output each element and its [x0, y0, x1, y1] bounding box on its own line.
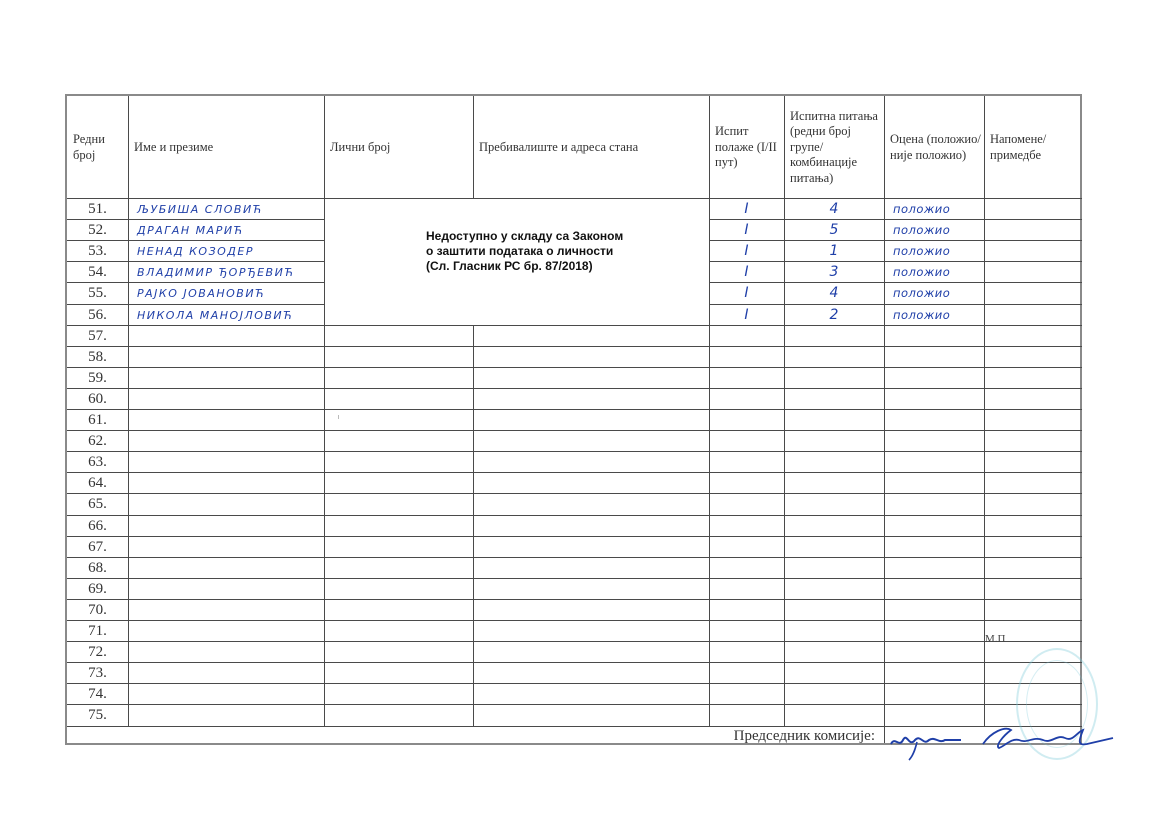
column-divider [884, 96, 885, 727]
row-divider [67, 472, 1082, 473]
candidate-grade: положио [893, 265, 951, 280]
candidate-grade: положио [893, 286, 951, 301]
candidate-attempt: I [744, 306, 749, 323]
candidate-grade: положио [893, 307, 951, 322]
candidate-name: НЕНАД КОЗОДЕР [137, 245, 254, 259]
header-napomene: Напомене/ примедбе [990, 132, 1047, 162]
candidate-question: 4 [829, 201, 839, 217]
row-number: 52. [88, 222, 107, 239]
candidate-grade: положио [893, 223, 951, 238]
candidate-name: НИКОЛА МАНОЈЛОВИЋ [137, 308, 294, 322]
exam-results-table [65, 94, 1082, 745]
candidate-attempt: I [744, 201, 749, 217]
header-prebivaliste: Пребивалиште и адреса стана [479, 139, 639, 154]
row-divider [67, 704, 1082, 705]
column-divider [128, 96, 129, 727]
row-number: 54. [88, 264, 107, 281]
row-divider [67, 557, 1082, 558]
footer-divider [884, 727, 885, 743]
row-number: 72. [88, 644, 107, 661]
scan-speck [338, 415, 339, 419]
candidate-attempt: I [744, 285, 749, 302]
row-number: 70. [88, 601, 107, 618]
candidate-question: 3 [829, 264, 839, 281]
row-divider [67, 409, 1082, 410]
row-number: 71. [88, 623, 107, 639]
candidate-question: 2 [829, 306, 839, 323]
column-divider [473, 96, 474, 199]
row-number: 51. [88, 201, 107, 217]
candidate-question: 1 [829, 243, 839, 260]
row-number: 58. [88, 348, 107, 365]
row-divider [67, 388, 1082, 389]
row-divider [67, 346, 1082, 347]
row-number: 56. [88, 306, 107, 323]
candidate-name: РАЈКО ЈОВАНОВИЋ [137, 287, 266, 301]
row-number: 67. [88, 538, 107, 555]
header-ispit: Испит полаже (I/II пут) [715, 124, 777, 170]
row-divider [67, 620, 1082, 621]
row-number: 53. [88, 243, 107, 260]
row-number: 73. [88, 665, 107, 682]
row-number: 60. [88, 390, 107, 407]
header-licni-broj: Лични број [330, 139, 391, 154]
row-number: 69. [88, 580, 107, 597]
column-divider [784, 96, 785, 727]
row-divider [67, 641, 1082, 642]
row-number: 68. [88, 559, 107, 576]
row-number: 75. [88, 707, 107, 724]
row-divider [67, 578, 1082, 579]
row-number: 55. [88, 285, 107, 302]
row-number: 57. [88, 327, 107, 344]
row-divider [67, 599, 1082, 600]
candidate-question: 5 [829, 222, 839, 239]
row-divider [67, 683, 1082, 684]
row-number: 59. [88, 369, 107, 386]
row-number: 66. [88, 517, 107, 534]
candidate-grade: положио [893, 244, 951, 259]
row-divider [67, 493, 1082, 494]
stamp-place-label: М.П [985, 633, 1006, 645]
column-divider [324, 96, 325, 727]
header-ocena: Оцена (положио/ није положио) [890, 132, 981, 162]
column-divider [473, 326, 474, 727]
candidate-question: 4 [829, 285, 839, 302]
candidate-attempt: I [744, 264, 749, 281]
candidate-name: ВЛАДИМИР ЂОРЂЕВИЋ [137, 266, 295, 280]
candidate-attempt: I [744, 243, 749, 260]
redacted-notice: Недоступно у складу са Законом о заштити података о личности (Сл. Гласник РС бр. 87/2018) [426, 229, 624, 273]
signature [887, 722, 1117, 762]
row-number: 63. [88, 454, 107, 471]
row-divider [67, 451, 1082, 452]
header-redni-broj: Редни број [73, 132, 105, 162]
candidate-grade: положио [893, 202, 951, 216]
row-number: 74. [88, 686, 107, 703]
row-divider [67, 662, 1082, 663]
commission-president-label: Председник комисије: [733, 728, 875, 744]
row-number: 61. [88, 412, 107, 428]
row-divider [67, 536, 1082, 537]
row-number: 64. [88, 475, 107, 492]
candidate-name: ДРАГАН МАРИЋ [137, 224, 244, 238]
row-divider [67, 367, 1082, 368]
candidate-name: ЉУБИША СЛОВИЋ [137, 203, 263, 216]
column-divider [709, 96, 710, 727]
row-number: 65. [88, 496, 107, 513]
header-ime-prezime: Име и презиме [134, 139, 214, 154]
row-divider [67, 430, 1082, 431]
candidate-attempt: I [744, 222, 749, 239]
row-number: 62. [88, 433, 107, 450]
row-divider [67, 515, 1082, 516]
header-pitanja: Испитна питања (редни број групе/ комбинације питања) [790, 108, 878, 185]
